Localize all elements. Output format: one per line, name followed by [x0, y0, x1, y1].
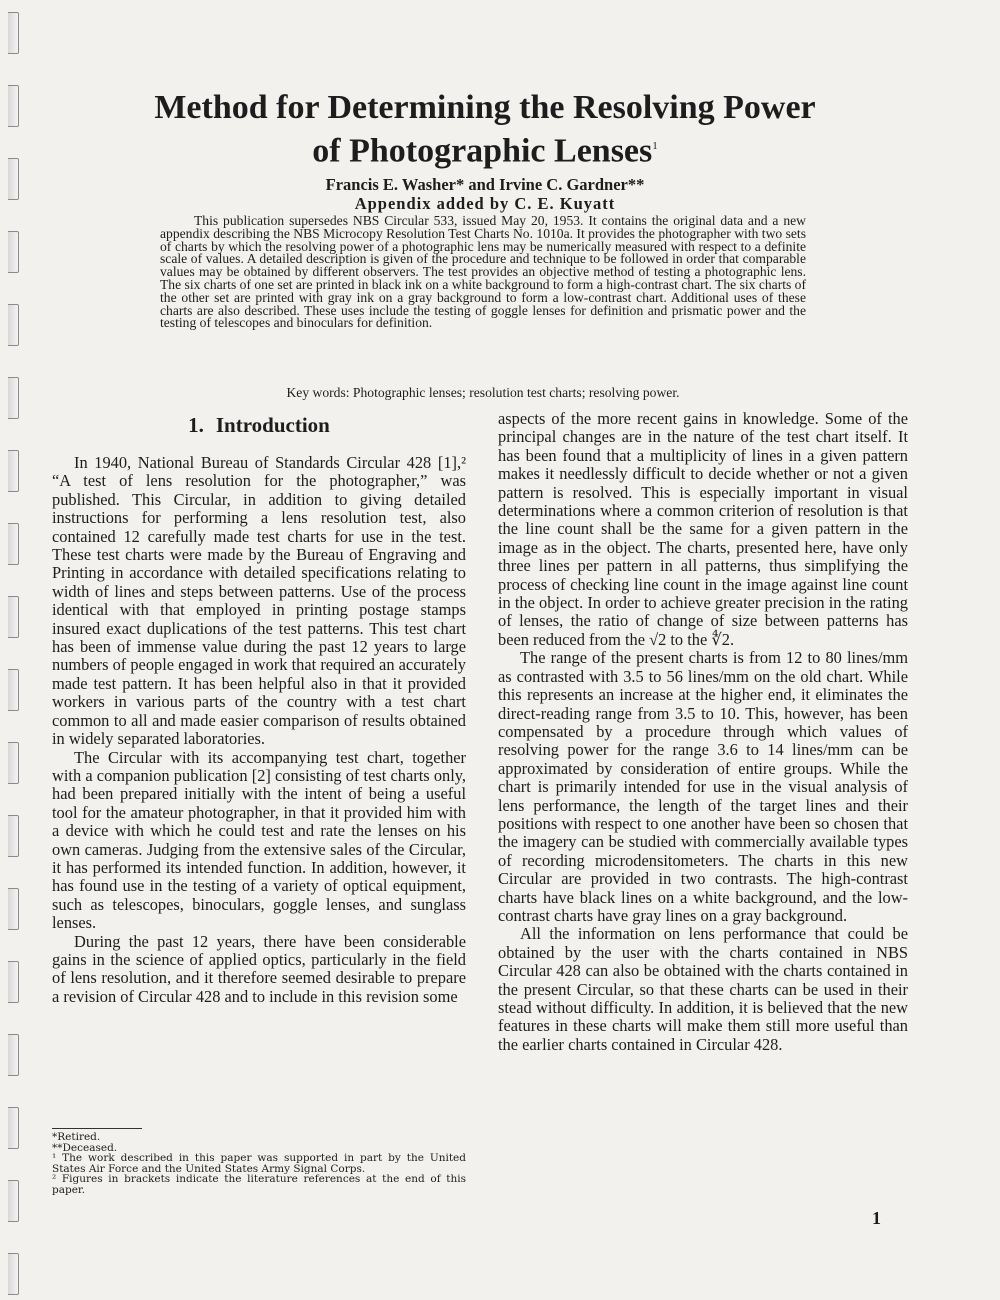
binding-ring: [8, 1180, 19, 1222]
left-column-body: [52, 454, 466, 1006]
binding-ring: [8, 231, 19, 273]
binding-ring: [8, 523, 19, 565]
abstract: [160, 215, 806, 330]
title-line-2-text: of Photographic Lenses: [312, 132, 653, 170]
section-heading: [52, 410, 466, 440]
keywords: Key words: Photographic lenses; resolution test charts; resolving power.: [286, 385, 680, 400]
paragraph: The Circular with its accompanying test chart, together with a companion publication [2] consisting of test charts only, had been prepared initially with the intent of being a useful tool for the amateur photographer, in that it provided him with a device with which he could test and rate the lenses on his own cameras. Judging from the extensive sales of the Circular, it has performed its intended function. In addition, however, it has found use in the testing of a variety of optical equipment, such as telescopes, binoculars, goggle lenses, and sunglass lenses.: [52, 747, 466, 933]
spiral-binding: [0, 0, 34, 1300]
binding-ring: [8, 669, 19, 711]
binding-ring: [8, 815, 19, 857]
title-line-2: [100, 127, 870, 170]
footnote: ¹ The work described in this paper was supported in part by the United States Air Force and the United States Army Signal Corps.: [52, 1152, 466, 1175]
right-column: [498, 410, 908, 1054]
right-column-body: [498, 410, 908, 1054]
binding-ring: [8, 377, 19, 419]
appendix-credit: Appendix added by C. E. Kuyatt: [354, 194, 616, 214]
title-footnote-mark: 1: [652, 140, 658, 152]
binding-ring: [8, 596, 19, 638]
left-column: [52, 410, 466, 1006]
binding-ring: [8, 961, 19, 1003]
binding-ring: [8, 450, 19, 492]
paragraph: All the information on lens performance that could be obtained by the user with the charts contained in NBS Circular 428 can also be obtained with the charts contained in the present Circular, so that these charts can be used in their stead without difficulty. In addition, it is believed that the new features in these charts will make them still more useful than the earlier charts contained in Circular 428.: [498, 924, 908, 1054]
binding-ring: [8, 1107, 19, 1149]
binding-ring: [8, 1253, 19, 1295]
footnote: ² Figures in brackets indicate the literature references at the end of this paper.: [52, 1173, 466, 1196]
paragraph: During the past 12 years, there have been considerable gains in the science of applied optics, particularly in the field of lens resolution, and it therefore seemed desirable to prepare a revision of Circular 428 and to include in this revision some: [52, 931, 466, 1006]
footnote: **Deceased.: [52, 1141, 118, 1154]
section-title: Introduction: [215, 413, 330, 437]
binding-ring: [8, 158, 19, 200]
footnotes: [52, 1128, 466, 1195]
abstract-text: This publication supersedes NBS Circular 533, issued May 20, 1953. It contains the original data and a new appendix describing the NBS Microcopy Resolution Test Charts No. 1010a. It provides the photographer with two sets of charts by which the resolving power of a photographic lens may be numerically measured with respect to a definite scale of values. A detailed description is given of the procedure and technique to be followed in order that comparable values may be obtained by different observers. The test provides an objective method of testing a photographic lens. The six charts of one set are printed in black ink on a white background to form a high-contrast chart. The six charts of the other set are printed with gray ink on a gray background to form a low-contrast chart. Additional uses of these charts are also described. These uses include the testing of goggle lenses for definition and prismatic power and the testing of telescopes and binoculars for definition.: [160, 213, 807, 331]
paragraph: aspects of the more recent gains in knowledge. Some of the principal changes are in the nature of the test chart itself. It has been found that a multiplicity of lines in a given pattern makes it needlessly difficult to decide whether or not a given pattern is resolved. This is especially important in visual determinations where a common criterion of resolution is that the line count shall be the same for a given pattern in the image as in the object. The charts, presented here, have only three lines per pattern in all patterns, thus simplifying the process of checking line count in the image against line count in the object. In order to achieve greater precision in the rating of lenses, the ratio of change of size between patterns has been reduced from the √2 to the ∜2.: [498, 409, 908, 649]
section-number: 1.: [188, 413, 204, 437]
title-line-1: Method for Determining the Resolving Power: [154, 89, 816, 126]
paper-title: [100, 88, 870, 170]
page-number: 1: [872, 1208, 881, 1228]
footnote: *Retired.: [52, 1131, 101, 1143]
binding-ring: [8, 12, 19, 54]
footnote-divider: [52, 1128, 142, 1129]
paragraph: The range of the present charts is from 12 to 80 lines/mm as contrasted with 3.5 to 56 lines/mm on the old chart. While this represents an increase at the higher end, it eliminates the direct-reading range from 3.5 to 10. This, however, has been compensated by a procedure through which values of resolving power for the range 3.6 to 14 lines/mm can be approximated by consideration of entire groups. While the chart is primarily intended for use in the visual analysis of lens performance, the length of the target lines and their positions with respect to one another have been so chosen that the imagery can be studied with commercially available types of recording microdensitometers. The charts in this new Circular are provided in two contrasts. The high-contrast charts have black lines on a white background, and the low-contrast charts have gray lines on a gray background.: [498, 648, 908, 925]
binding-ring: [8, 742, 19, 784]
binding-ring: [8, 304, 19, 346]
binding-ring: [8, 1034, 19, 1076]
paragraph: In 1940, National Bureau of Standards Circular 428 [1],² “A test of lens resolution for the photographer,” was published. This Circular, in addition to giving detailed instructions for performing a lens resolution test, also contained 12 carefully made test charts for use in the test. These test charts were made by the Bureau of Engraving and Printing in accordance with detailed specifications relating to width of lines and steps between patterns. Use of the process identical with that employed in printing postage stamps insured exact duplications of the test patterns. This test chart has been of immense value during the past 12 years to large numbers of people engaged in work that required an accurately made test pattern. It has been helpful also in that it provided workers in various parts of the country with a test chart common to all and made easier comparison of results obtained in widely separated laboratories.: [52, 453, 466, 749]
author-line: Francis E. Washer* and Irvine C. Gardner**: [325, 175, 645, 195]
binding-ring: [8, 888, 19, 930]
binding-ring: [8, 85, 19, 127]
paper-header: [100, 88, 870, 213]
